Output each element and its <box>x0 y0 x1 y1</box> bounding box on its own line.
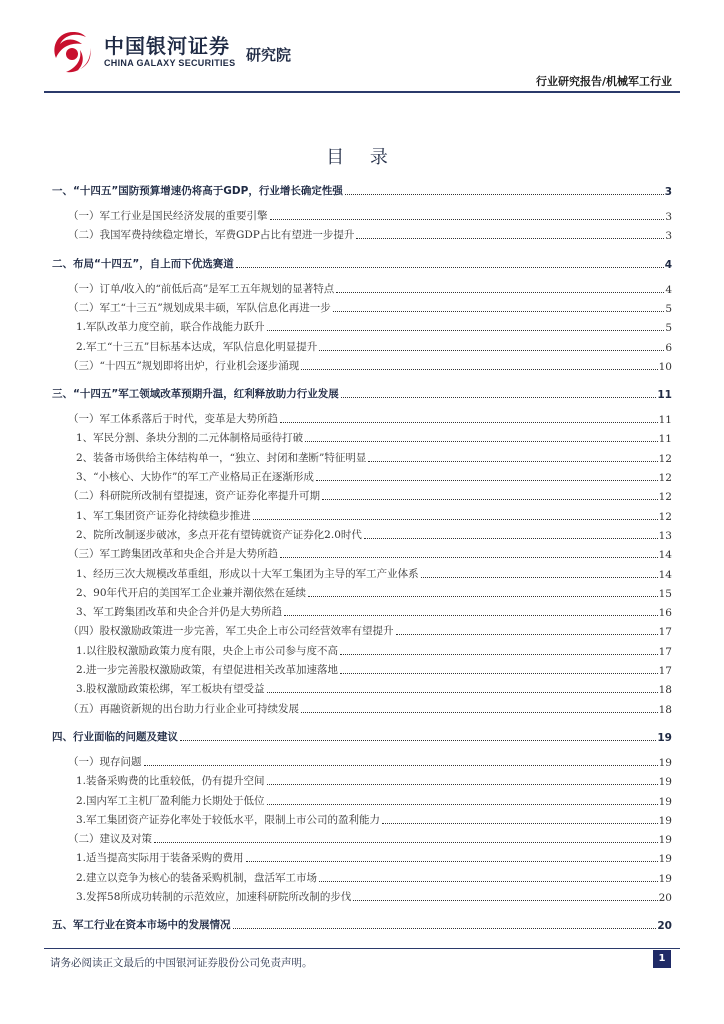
toc-entry-label: （四）股权激励政策进一步完善，军工央企上市公司经营效率有望提升 <box>68 625 394 638</box>
toc-entry-label: （二）我国军费持续稳定增长，军费GDP占比有望进一步提升 <box>68 229 355 242</box>
toc-leader-dots <box>270 219 665 220</box>
toc-entry-label: （一）军工体系落后于时代，变革是大势所趋 <box>68 413 278 426</box>
logo-institute: 研究院 <box>246 46 292 64</box>
toc-entry[interactable] <box>52 678 672 696</box>
toc-leader-dots <box>340 654 658 655</box>
toc-entry[interactable] <box>52 582 672 600</box>
toc-leader-dots <box>368 461 657 462</box>
toc-entry-label: 2.进一步完善股权激励政策，有望促进相关改革加速落地 <box>76 664 339 676</box>
toc-entry[interactable] <box>52 466 672 484</box>
toc-leader-dots <box>154 842 658 843</box>
toc-entry[interactable] <box>52 543 672 561</box>
toc-leader-dots <box>333 311 665 312</box>
toc-entry-page: 12 <box>658 510 672 523</box>
toc-leader-dots <box>322 499 658 500</box>
toc-leader-dots <box>236 267 664 268</box>
toc-entry-page: 6 <box>665 341 672 354</box>
toc-entry[interactable] <box>52 336 672 354</box>
toc-entry[interactable] <box>52 316 672 334</box>
toc-entry-page: 19 <box>658 814 672 827</box>
logo-english-name: CHINA GALAXY SECURITIES <box>104 58 236 68</box>
toc-entry-label: （二）科研院所改制有望提速，资产证券化率提升可期 <box>68 490 320 503</box>
toc-entry-label: （二）军工“十三五”规划成果丰硕，军队信息化再进一步 <box>68 301 331 314</box>
toc-leader-dots <box>316 480 658 481</box>
toc-leader-dots <box>253 519 658 520</box>
toc-entry[interactable] <box>52 447 672 465</box>
toc-entry-label: 2、90年代开启的美国军工企业兼并潮依然在延续 <box>76 586 307 599</box>
toc-entry-page: 14 <box>658 549 672 562</box>
toc-entry[interactable] <box>52 698 672 716</box>
toc-entry[interactable] <box>52 659 672 677</box>
toc-entry[interactable] <box>52 224 672 242</box>
toc-entry-label: 1.装备采购费的比重较低，仍有提升空间 <box>76 775 265 788</box>
toc-entry-label: 3.发挥58所成功转制的示范效应，加速科研院所改制的步伐 <box>76 891 352 903</box>
toc-entry-label: 3.股权激励政策松绑，军工板块有望受益 <box>76 683 265 696</box>
toc-leader-dots <box>233 928 657 929</box>
toc-entry-page: 4 <box>665 283 672 296</box>
toc-entry[interactable] <box>52 297 672 315</box>
toc-entry-label: 2.建立以竞争为核心的装备采购机制，盘活军工市场 <box>76 871 318 884</box>
toc-leader-dots <box>305 441 657 442</box>
toc-entry-label: 二、布局“十四五”，自上而下优选赛道 <box>52 257 234 270</box>
toc-entry[interactable] <box>52 809 672 827</box>
toc-entry-page: 4 <box>664 258 672 271</box>
toc-entry[interactable] <box>52 847 672 865</box>
toc-entry-page: 3 <box>664 186 672 198</box>
toc-entry-page: 19 <box>658 776 672 789</box>
toc-entry-page: 19 <box>657 731 672 744</box>
toc-entry[interactable] <box>52 601 672 619</box>
toc-leader-dots <box>267 692 658 693</box>
toc-leader-dots <box>353 900 657 901</box>
toc-leader-dots <box>180 740 656 741</box>
toc-leader-dots <box>301 369 657 370</box>
toc-leader-dots <box>340 673 658 674</box>
toc-entry[interactable] <box>52 751 672 769</box>
toc-entry-page: 14 <box>658 568 672 581</box>
toc-entry-page: 15 <box>658 587 672 600</box>
toc-entry-label: 四、行业面临的问题及建议 <box>52 730 178 743</box>
toc-leader-dots <box>144 765 658 766</box>
toc-entry-label: 1.适当提高实际用于装备采购的费用 <box>76 852 244 865</box>
toc-entry-page: 20 <box>658 892 672 904</box>
toc-entry-label: （五）再融资新规的出台助力行业企业可持续发展 <box>68 702 299 715</box>
toc-entry[interactable] <box>52 205 672 223</box>
toc-entry[interactable] <box>52 640 672 658</box>
toc-entry-page: 19 <box>658 756 672 769</box>
toc-entry-page: 3 <box>665 230 672 243</box>
toc-leader-dots <box>319 881 658 882</box>
toc-entry[interactable] <box>52 563 672 581</box>
toc-entry-page: 17 <box>658 626 672 639</box>
toc-leader-dots <box>280 557 658 558</box>
toc-entry-label: 2、装备市场供给主体结构单一，“独立、封闭和垄断”特征明显 <box>76 451 367 464</box>
toc-entry[interactable] <box>52 427 672 445</box>
toc-leader-dots <box>382 823 658 824</box>
toc-leader-dots <box>284 615 657 616</box>
toc-entry-page: 12 <box>658 472 672 484</box>
toc-entry[interactable] <box>52 505 672 523</box>
toc-entry[interactable] <box>52 180 672 198</box>
toc-entry-page: 19 <box>658 795 672 808</box>
toc-entry-label: 3、军工跨集团改革和央企合并仍是大势所趋 <box>76 606 283 619</box>
header-divider <box>44 91 680 93</box>
toc-leader-dots <box>356 238 664 239</box>
toc-leader-dots <box>421 577 658 578</box>
toc-leader-dots <box>301 712 658 713</box>
toc-entry-page: 18 <box>658 684 672 697</box>
toc-entry-page: 12 <box>658 452 672 465</box>
galaxy-swoosh-icon <box>48 28 98 78</box>
toc-entry-label: （一）订单/收入的“前低后高”是军工五年规划的显著特点 <box>68 282 335 295</box>
toc-leader-dots <box>319 350 664 351</box>
toc-entry[interactable] <box>52 408 672 426</box>
toc-entry[interactable] <box>52 524 672 542</box>
toc-entry-label: 1、军工集团资产证券化持续稳步推进 <box>76 509 251 522</box>
toc-leader-dots <box>364 538 658 539</box>
toc-entry[interactable] <box>52 886 672 904</box>
company-logo <box>48 28 310 84</box>
toc-leader-dots <box>267 330 665 331</box>
toc-entry[interactable] <box>52 620 672 638</box>
toc-entry-label: 2.国内军工主机厂盈利能力长期处于低位 <box>76 794 265 807</box>
toc-leader-dots <box>267 804 658 805</box>
toc-entry[interactable] <box>52 278 672 296</box>
toc-entry[interactable] <box>52 914 672 932</box>
toc-entry[interactable] <box>52 867 672 885</box>
toc-entry-page: 11 <box>658 414 672 427</box>
toc-entry[interactable] <box>52 770 672 788</box>
disclaimer-note: 请务必阅读正文最后的中国银河证券股份公司免责声明。 <box>50 957 313 969</box>
toc-entry-page: 5 <box>665 302 672 315</box>
toc-leader-dots <box>280 422 658 423</box>
logo-chinese-name: 中国银河证券 <box>104 34 230 58</box>
toc-leader-dots <box>341 397 657 398</box>
toc-entry-label: 2、院所改制逐步破冰，多点开花有望铸就资产证券化2.0时代 <box>76 528 362 541</box>
toc-title: 目 录 <box>326 147 398 168</box>
toc-entry-label: 1、军民分割、条块分割的二元体制格局亟待打破 <box>76 432 304 445</box>
report-category: 行业研究报告/机械军工行业 <box>535 75 672 88</box>
toc-entry[interactable] <box>52 790 672 808</box>
toc-entry[interactable] <box>52 726 672 744</box>
toc-entry-page: 19 <box>658 834 672 847</box>
page-number: 1 <box>653 950 671 968</box>
toc-entry-page: 17 <box>658 665 672 677</box>
toc-entry-page: 13 <box>658 529 672 542</box>
toc-entry-page: 11 <box>658 433 672 446</box>
toc-entry-page: 3 <box>665 211 672 223</box>
toc-entry-page: 11 <box>657 389 672 402</box>
toc-entry-page: 16 <box>658 607 672 620</box>
toc-entry-label: 1.军队改革力度空前，联合作战能力跃升 <box>76 321 265 334</box>
toc-entry[interactable] <box>52 253 672 271</box>
toc-entry-label: 3.军工集团资产证券化率处于较低水平，限制上市公司的盈利能力 <box>76 813 381 826</box>
toc-leader-dots <box>246 861 658 862</box>
footer-divider <box>44 948 680 949</box>
toc-entry-page: 5 <box>665 322 672 335</box>
toc-entry-label: （三）军工跨集团改革和央企合并是大势所趋 <box>68 548 278 561</box>
toc-entry-label: 三、“十四五”军工领域改革预期升温，红利释放助力行业发展 <box>52 388 339 401</box>
toc-entry-label: （一）军工行业是国民经济发展的重要引擎 <box>68 210 268 222</box>
toc-leader-dots <box>308 596 658 597</box>
toc-entry-label: （一）现存问题 <box>68 755 142 768</box>
toc-entry-page: 19 <box>658 872 672 885</box>
toc-entry-label: 2.军工“十三五”目标基本达成，军队信息化明显提升 <box>76 340 318 353</box>
toc-leader-dots <box>336 292 664 293</box>
toc-entry-page: 10 <box>658 360 672 373</box>
toc-entry-page: 19 <box>658 853 672 866</box>
toc-entry-page: 17 <box>658 645 672 658</box>
toc-entry-label: 一、“十四五”国防预算增速仍将高于GDP，行业增长确定性强 <box>52 185 343 197</box>
toc-entry-label: 1.以往股权激励政策力度有限，央企上市公司参与度不高 <box>76 644 339 657</box>
toc-entry-label: 3、“小核心、大协作”的军工产业格局正在逐渐形成 <box>76 471 314 483</box>
toc-entry-page: 18 <box>658 703 672 716</box>
toc-entry-page: 12 <box>658 491 672 504</box>
toc-entry[interactable] <box>52 355 672 373</box>
toc-entry-label: 1、经历三次大规模改革重组，形成以十大军工集团为主导的军工产业体系 <box>76 567 419 580</box>
toc-entry[interactable] <box>52 828 672 846</box>
toc-entry-label: （三）“十四五”规划即将出炉，行业机会逐步涌现 <box>68 359 300 372</box>
toc-leader-dots <box>267 784 658 785</box>
toc-entry[interactable] <box>52 485 672 503</box>
toc-leader-dots <box>345 194 664 195</box>
toc-entry[interactable] <box>52 383 672 401</box>
toc-leader-dots <box>396 634 658 635</box>
toc-entry-label: （二）建议及对策 <box>68 833 152 846</box>
toc-entry-page: 20 <box>657 920 672 933</box>
toc-entry-label: 五、军工行业在资本市场中的发展情况 <box>52 919 231 932</box>
